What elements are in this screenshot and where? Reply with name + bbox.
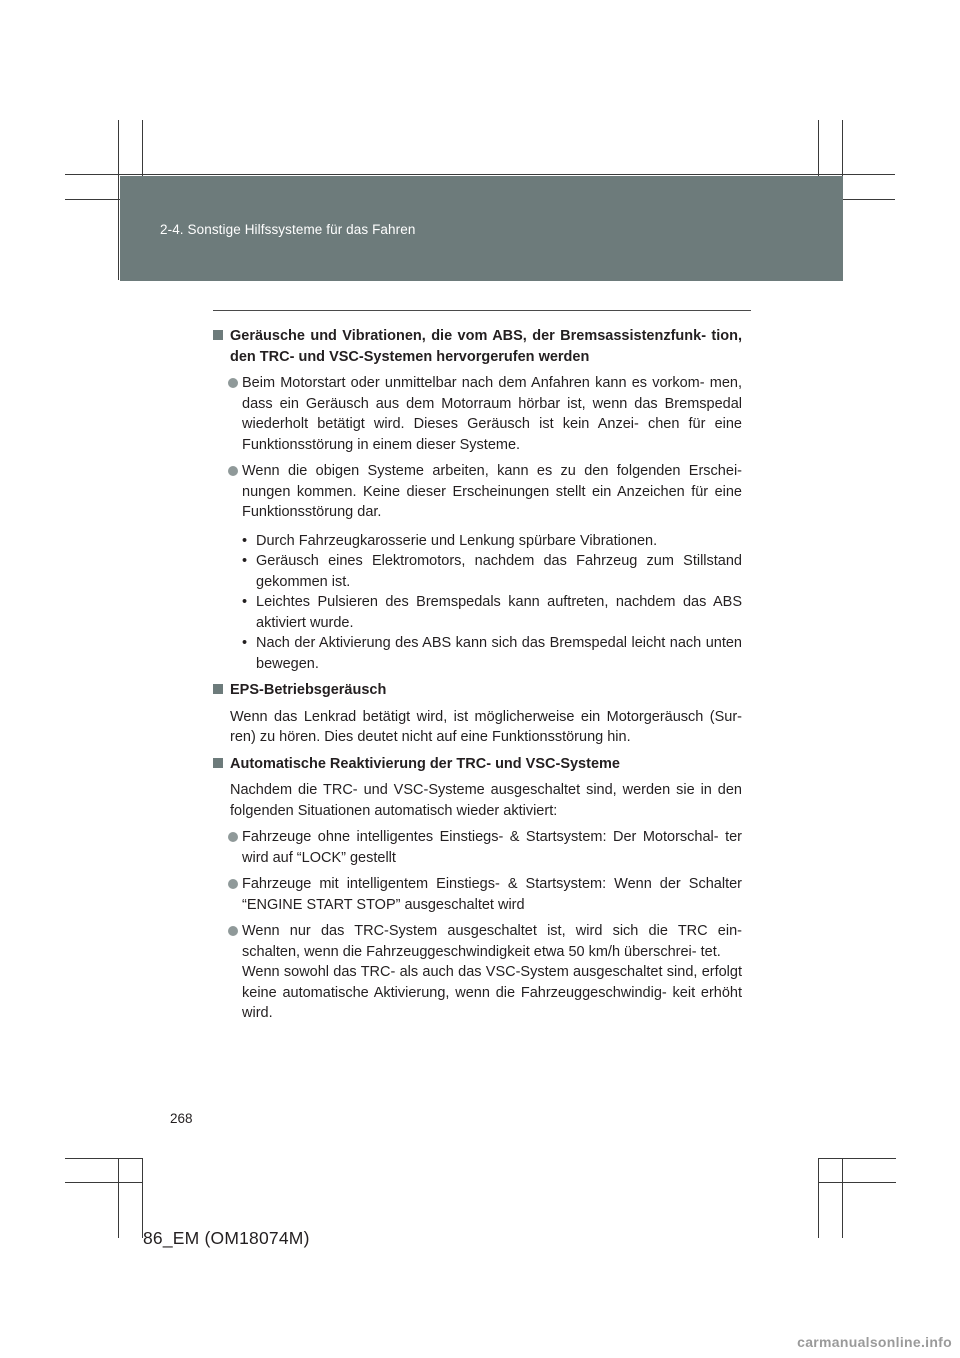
- round-bullet-icon: [228, 378, 238, 388]
- crop-mark: [142, 1158, 143, 1238]
- content: [212, 326, 742, 1024]
- section-title: 2-4. Sonstige Hilfssysteme für das Fahren: [160, 222, 416, 237]
- sub-item: • Nach der Aktivierung des ABS kann sich das Bremspedal leicht nach unten bewegen.: [242, 635, 742, 672]
- page-number: 268: [170, 1111, 193, 1126]
- bullet-item: Wenn nur das TRC-System ausgeschaltet ist, wird sich die TRC ein- schalten, wenn die Fahrzeuggeschwindigkeit etwa 50 km/h überschrei- tet.: [212, 921, 742, 962]
- dot-marker-icon: •: [242, 553, 248, 569]
- square-bullet-icon: [213, 684, 223, 694]
- dot-marker-icon: •: [242, 532, 248, 549]
- paragraph: Nachdem die TRC- und VSC-Systeme ausgeschaltet sind, werden sie in den folgenden Situationen automatisch wieder aktiviert:: [230, 782, 742, 819]
- bullet-item: Fahrzeuge mit intelligentem Einstiegs- & Startsystem: Wenn der Schalter “ENGINE START STOP” ausgeschaltet wird: [212, 874, 742, 915]
- sub-item: • Durch Fahrzeugkarosserie und Lenkung spürbare Vibrationen.: [212, 531, 742, 552]
- crop-mark: [65, 174, 895, 175]
- round-bullet-icon: [228, 466, 238, 476]
- crop-mark: [118, 120, 119, 280]
- crop-mark: [818, 1158, 819, 1238]
- watermark: carmanualsonline.info: [797, 1334, 952, 1350]
- section-heading: EPS-Betriebsgeräusch: [212, 680, 742, 701]
- crop-mark: [65, 1182, 143, 1183]
- bullet-item: Fahrzeuge ohne intelligentes Einstiegs- & Startsystem: Der Motorschal- ter wird auf “LOCK” gestellt: [212, 827, 742, 868]
- crop-mark: [818, 1182, 896, 1183]
- square-bullet-icon: [213, 330, 223, 340]
- document-code: 86_EM (OM18074M): [143, 1228, 310, 1248]
- paragraph: Wenn das Lenkrad betätigt wird, ist möglicherweise ein Motorgeräusch (Sur- ren) zu hören. Dies deutet nicht auf eine Funktionsstörung hin.: [230, 708, 742, 745]
- section-heading: Geräusche und Vibrationen, die vom ABS, der Bremsassistenzfunk- tion, den TRC- und VSC-Systemen hervorgerufen werden: [212, 326, 742, 367]
- bullet-followup: Wenn sowohl das TRC- als auch das VSC-System ausgeschaltet sind, erfolgt keine automatische Aktivierung, wenn die Fahrzeuggeschwindig- keit erhöht wird.: [242, 964, 742, 1021]
- bullet-item: Beim Motorstart oder unmittelbar nach dem Anfahren kann es vorkom- men, dass ein Geräusch aus dem Motorraum hörbar ist, wenn das Bremspedal wiederholt betätigt wird. Dieses Geräusch ist kein Anzei- chen für eine Funktionsstörung in einem dieser Systeme.: [212, 373, 742, 455]
- crop-mark: [65, 1158, 143, 1159]
- sub-item: • Geräusch eines Elektromotors, nachdem das Fahrzeug zum Stillstand gekommen ist.: [242, 553, 742, 590]
- section-heading: Automatische Reaktivierung der TRC- und VSC-Systeme: [212, 754, 742, 775]
- bullet-item: Wenn die obigen Systeme arbeiten, kann es zu den folgenden Erschei- nungen kommen. Keine dieser Erscheinungen stellt ein Anzeichen für eine Funktionsstörung dar.: [212, 461, 742, 523]
- round-bullet-icon: [228, 879, 238, 889]
- round-bullet-icon: [228, 832, 238, 842]
- crop-mark: [118, 1158, 119, 1238]
- crop-mark: [818, 1158, 896, 1159]
- sub-item: • Leichtes Pulsieren des Bremspedals kann auftreten, nachdem das ABS aktiviert wurde.: [242, 594, 742, 631]
- top-rule: [213, 310, 751, 311]
- dot-marker-icon: •: [242, 635, 248, 651]
- crop-mark: [842, 1158, 843, 1238]
- square-bullet-icon: [213, 758, 223, 768]
- dot-marker-icon: •: [242, 594, 248, 610]
- round-bullet-icon: [228, 926, 238, 936]
